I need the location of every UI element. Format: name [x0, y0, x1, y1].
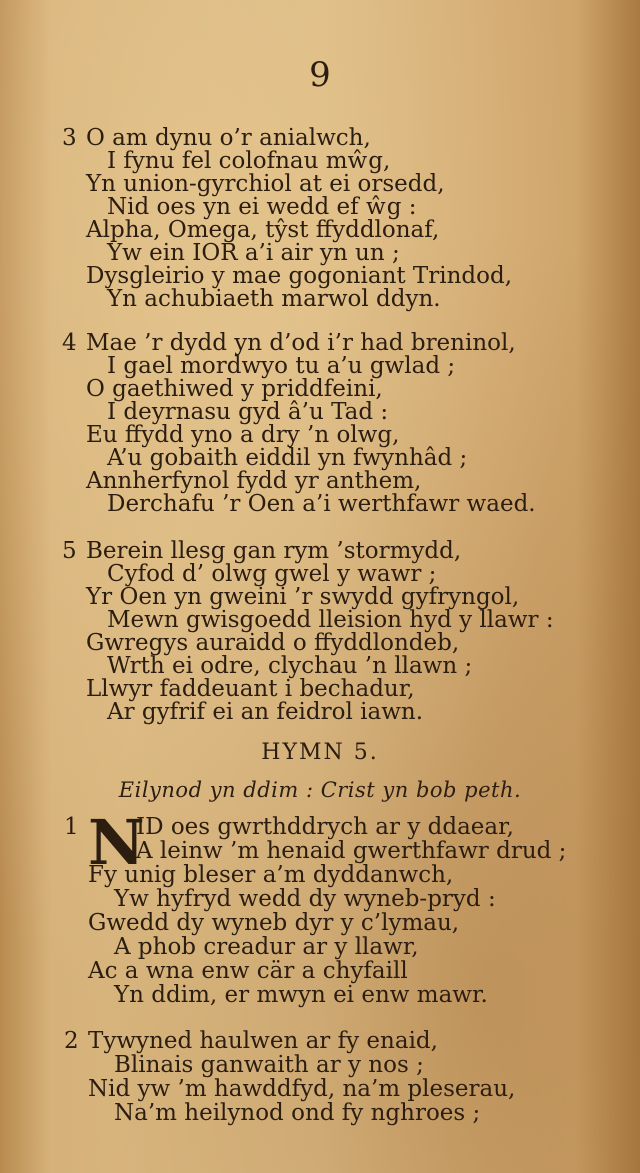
verse-line: Blinais ganwaith ar y nos ;	[114, 1052, 424, 1078]
verse-line: Cyfod d’ olwg gwel y wawr ;	[107, 561, 437, 587]
verse-line: Yn union-gyrchiol at ei orsedd,	[86, 171, 445, 197]
verse-line: Yw ein IOR a’i air yn un ;	[107, 240, 400, 266]
verse-line: A phob creadur ar y llawr,	[114, 934, 419, 960]
verse-number: 2	[64, 1028, 79, 1054]
hymn-subtitle: Eilynod yn ddim : Crist yn bob peth.	[118, 778, 522, 802]
verse-line: Ac a wna enw cär a chyfaill	[88, 958, 408, 984]
verse-line: Alpha, Omega, tŷst ffyddlonaf,	[86, 217, 440, 243]
verse-line: Wrth ei odre, clychau ’n llawn ;	[107, 653, 473, 679]
verse-line: Fy unig bleser a’m dyddanwch,	[88, 862, 454, 888]
verse-line: A’u gobaith eiddil yn fwynhâd ;	[107, 445, 468, 471]
verse-line: Tywyned haulwen ar fy enaid,	[88, 1028, 438, 1054]
verse-number: 5	[62, 538, 77, 564]
verse-line: O gaethiwed y priddfeini,	[86, 376, 383, 402]
verse-line: Llwyr faddeuant i bechadur,	[86, 676, 415, 702]
verse-line: Yr Oen yn gweini ’r swydd gyfryngol,	[86, 584, 520, 610]
verse-number: 3	[62, 125, 77, 151]
verse-line: Yw hyfryd wedd dy wyneb-pryd :	[114, 886, 496, 912]
verse-line: Yn ddim, er mwyn ei enw mawr.	[114, 982, 488, 1008]
verse-line: Mae ’r dydd yn d’od i’r had breninol,	[86, 330, 516, 356]
verse-number: 4	[62, 330, 77, 356]
hymn-title: HYMN 5.	[261, 740, 379, 765]
verse-line: Ar gyfrif ei an feidrol iawn.	[107, 699, 424, 725]
verse-line: Yn achubiaeth marwol ddyn.	[107, 286, 441, 312]
verse-line: ID oes gwrthddrych ar y ddaear,	[136, 814, 514, 840]
verse-line: A leinw ’m henaid gwerthfawr drud ;	[136, 838, 567, 864]
page-number: 9	[309, 55, 331, 95]
verse-line: I gael mordwyo tu a’u gwlad ;	[107, 353, 456, 379]
verse-line: Gwedd dy wyneb dyr y c’lymau,	[88, 910, 460, 936]
verse-line: Nid yw ’m hawddfyd, na’m pleserau,	[88, 1076, 516, 1102]
verse-number: 1	[64, 814, 79, 840]
verse-line: Eu ffydd yno a dry ’n olwg,	[86, 422, 400, 448]
verse-line: Derchafu ’r Oen a’i werthfawr waed.	[107, 491, 536, 517]
verse-line: O am dynu o’r anialwch,	[86, 125, 371, 151]
drop-cap: N	[88, 806, 145, 879]
verse-line: Mewn gwisgoedd lleision hyd y llawr :	[107, 607, 554, 633]
verse-line: Na’m heilynod ond fy nghroes ;	[114, 1100, 481, 1126]
verse-line: I deyrnasu gyd â’u Tad :	[107, 399, 389, 425]
verse-line: Dysgleirio y mae gogoniant Trindod,	[86, 263, 513, 289]
verse-line: Nid oes yn ei wedd ef ŵg :	[107, 194, 417, 220]
verse-line: Berein llesg gan rym ’stormydd,	[86, 538, 462, 564]
verse-line: Gwregys auraidd o ffyddlondeb,	[86, 630, 460, 656]
verse-line: I fynu fel colofnau mŵg,	[107, 148, 391, 174]
verse-line: Annherfynol fydd yr anthem,	[86, 468, 422, 494]
